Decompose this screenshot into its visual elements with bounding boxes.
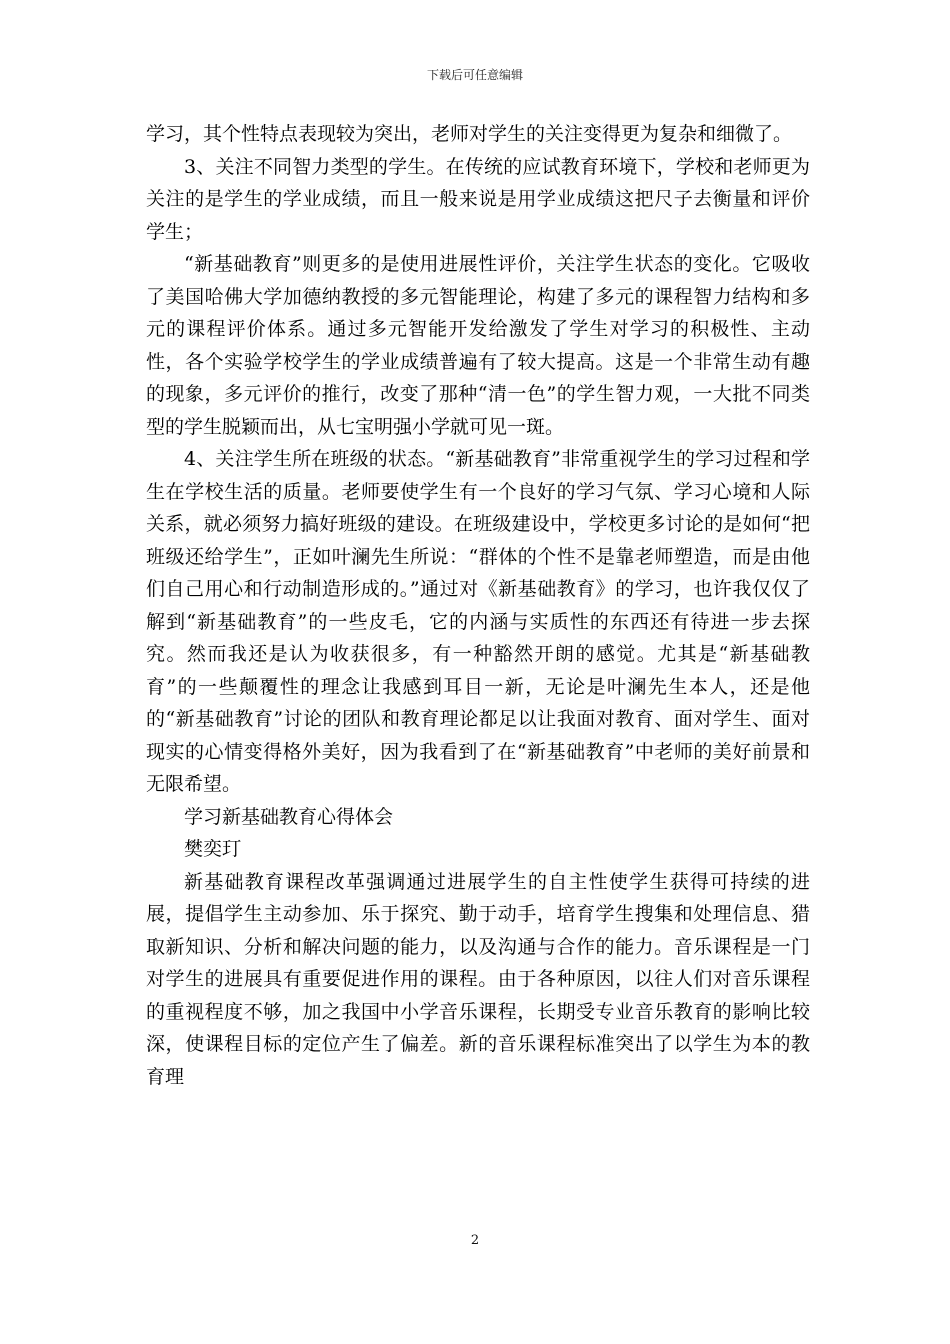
paragraph: “新基础教育”则更多的是使用进展性评价，关注学生状态的变化。它吸收了美国哈佛大学加德纳教授的多元智能理论，构建了多元的课程智力结构和多元的课程评价体系。通过多元智能开发给激发了学生对学习的积极性、主动性，各个实验学校学生的学业成绩普遍有了较大提高。这是一个非常生动有趣的现象，多元评价的推行，改变了那种“清一色”的学生智力观，一大批不同类型的学生脱颖而出，从七宝明强小学就可见一斑。 (146, 253, 810, 438)
paragraph: 4、关注学生所在班级的状态。“新基础教育”非常重视学生的学习过程和学生在学校生活的质量。老师要使学生有一个良好的学习气氛、学习心境和人际关系，就必须努力搞好班级的建设。在班级建设中，学校更多讨论的是如何“把班级还给学生”，正如叶澜先生所说：“群体的个性不是靠老师塑造，而是由他们自己用心和行动制造形成的。”通过对《新基础教育》的学习，也许我仅仅了解到“新基础教育”的一些皮毛，它的内涵与实质性的东西还有待进一步去探究。然而我还是认为收获很多，有一种豁然开朗的感觉。尤其是“新基础教育”的一些颠覆性的理念让我感到耳目一新，无论是叶澜先生本人，还是他的“新基础教育”讨论的团队和教育理论都足以让我面对教育、面对学生、面对现实的心情变得格外美好，因为我看到了在“新基础教育”中老师的美好前景和无限希望。 (146, 448, 810, 795)
paragraph: 新基础教育课程改革强调通过进展学生的自主性使学生获得可持续的进展，提倡学生主动参加、乐于探究、勤于动手，培育学生搜集和处理信息、猎取新知识、分析和解决问题的能力，以及沟通与合作的能力。音乐课程是一门对学生的进展具有重要促进作用的课程。由于各种原因，以往人们对音乐课程的重视程度不够，加之我国中小学音乐课程，长期受专业音乐教育的影响比较深，使课程目标的定位产生了偏差。新的音乐课程标准突出了以学生为本的教育理 (146, 870, 810, 1088)
section-title: 学习新基础教育心得体会 (184, 805, 394, 828)
paragraph: 学习，其个性特点表现较为突出，老师对学生的关注变得更为复杂和细微了。 (146, 123, 793, 145)
paragraph: 3、关注不同智力类型的学生。在传统的应试教育环境下，学校和老师更为关注的是学生的学业成绩，而且一般来说是用学业成绩这把尺子去衡量和评价学生； (146, 155, 810, 243)
author-name: 樊奕玎 (184, 838, 242, 860)
body-text (146, 118, 810, 1093)
page-number: 2 (470, 1233, 480, 1248)
page-header: 下载后可任意编辑 (426, 68, 523, 82)
